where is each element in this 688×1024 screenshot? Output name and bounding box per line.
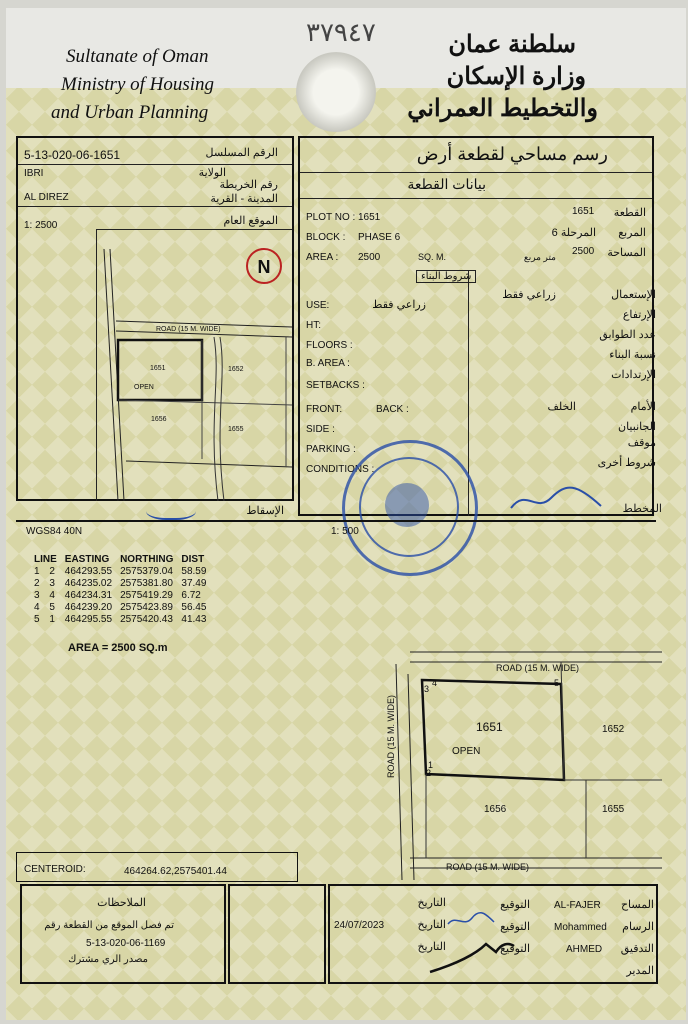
plot-data-title: بيانات القطعة	[407, 176, 486, 192]
header-line: LINE	[34, 554, 57, 565]
survey-title: رسم مساحي لقطعة أرض	[416, 144, 608, 164]
manager-role: المدير	[626, 965, 654, 977]
plan-plot-number: 1651	[476, 720, 503, 734]
cell: 3	[49, 578, 55, 589]
header-en-line1: Sultanate of Oman	[66, 46, 209, 67]
back-label: BACK :	[376, 404, 409, 415]
small-map-1655: 1655	[228, 426, 244, 433]
small-map-road: ROAD (15 M. WIDE)	[156, 326, 221, 333]
barea-ar: نسبة البناء	[609, 349, 656, 361]
surveyor-date: التاريخ	[417, 897, 446, 909]
floors-label: FLOORS :	[306, 340, 353, 351]
small-map-plot: 1651	[150, 365, 166, 372]
signature-small-icon	[146, 498, 196, 520]
serial-label: الرقم المسلسل	[205, 147, 278, 159]
area-value: 2500	[358, 252, 381, 263]
cell: 2575379.04	[120, 566, 173, 577]
cell: 4	[34, 602, 40, 613]
use-ar: الإستعمال	[611, 289, 656, 301]
vertex-3: 3	[424, 684, 430, 694]
wilayat-value: IBRI	[24, 168, 44, 179]
drafter-date: التاريخ	[417, 919, 446, 931]
projection-label: الإسقاط	[246, 505, 284, 517]
plot-no-value: 1651	[358, 212, 381, 223]
coordinates-header-row	[30, 554, 210, 566]
document-page	[6, 8, 686, 1020]
cell: 464239.20	[64, 602, 113, 613]
serial-value: 5-13-020-06-1651	[24, 148, 121, 162]
cell: 464235.02	[64, 578, 113, 589]
ht-ar: الإرتفاع	[622, 309, 656, 321]
small-map-1652: 1652	[228, 366, 244, 373]
cell: 2575381.80	[120, 578, 173, 589]
header-en-line2: Ministry of Housing	[61, 74, 215, 95]
area-unit-ar: متر مربع	[523, 252, 556, 262]
plot-no-label: PLOT NO :	[306, 212, 356, 223]
plan-ar: المخطط	[622, 503, 662, 515]
plan-scale: 1: 500	[331, 526, 359, 537]
plan-road-left: ROAD (15 M. WIDE)	[386, 694, 396, 778]
ht-label: HT:	[306, 320, 321, 331]
surveyor-role: المساح	[620, 899, 654, 911]
use-value: زراعي فقط	[372, 299, 426, 311]
header-ar-line3: والتخطيط العمراني	[407, 95, 598, 122]
datum-label: WGS84 40N	[26, 526, 83, 537]
cell: 2575423.89	[120, 602, 173, 613]
small-map-1656: 1656	[151, 416, 167, 423]
stamp-box	[228, 884, 326, 984]
plan-road-top: ROAD (15 M. WIDE)	[496, 663, 580, 673]
cell: 4	[49, 590, 55, 601]
village-label: المدينة - القرية	[210, 193, 278, 205]
plan-1652: 1652	[602, 724, 625, 735]
cell: 2	[49, 566, 55, 577]
plan-1655: 1655	[602, 804, 625, 815]
parking-ar: موقف	[627, 437, 656, 449]
checker-name: AHMED	[566, 944, 603, 955]
floors-ar: عدد الطوابق	[599, 329, 656, 341]
serial-handwritten: ٣٧٩٤٧	[306, 18, 376, 48]
plan-1656: 1656	[484, 804, 507, 815]
checker-date: التاريخ	[417, 941, 446, 953]
parking-label: PARKING :	[306, 444, 356, 455]
cell: 2575420.43	[120, 614, 173, 625]
checker-sign: التوقيع	[500, 943, 530, 955]
surveyor-sign: التوقيع	[500, 899, 530, 911]
cell: 41.43	[181, 614, 207, 625]
drafter-sign: التوقيع	[500, 921, 530, 933]
side-label: SIDE :	[306, 424, 335, 435]
header-ar-line2: وزارة الإسكان	[446, 63, 586, 90]
notes-title: الملاحظات	[97, 897, 146, 909]
area-unit: SQ. M.	[418, 252, 447, 262]
area-total: AREA = 2500 SQ.m	[68, 642, 168, 654]
checker-role: التدقيق	[620, 943, 654, 955]
conditions-ar: شروط أخرى	[597, 457, 656, 469]
centroid-label: CENTEROID:	[24, 864, 86, 875]
table-row	[30, 614, 210, 626]
plan-road-bottom: ROAD (15 M. WIDE)	[446, 862, 530, 872]
centroid-value: 464264.62,2575401.44	[124, 866, 227, 877]
location-label: الموقع العام	[223, 215, 278, 227]
front-ar: الأمام	[630, 401, 656, 413]
note-line2: 5-13-020-06-1169	[86, 938, 166, 949]
header-en-line3: and Urban Planning	[51, 102, 209, 123]
table-row	[30, 566, 210, 578]
cell: 37.49	[181, 578, 207, 589]
block-label: BLOCK :	[306, 232, 346, 243]
cell: 56.45	[181, 602, 207, 613]
note-line3: مصدر الري مشترك	[68, 954, 148, 965]
header-northing: NORTHING	[120, 554, 174, 565]
area-ar: المساحة	[607, 247, 646, 259]
cell: 464295.55	[64, 614, 113, 625]
block-value: PHASE 6	[358, 232, 401, 243]
scale-value: 1: 2500	[24, 220, 58, 231]
signature-blue-icon	[446, 910, 496, 930]
conditions-label: CONDITIONS :	[306, 464, 375, 475]
cell: 3	[34, 590, 40, 601]
setbacks-label: SETBACKS :	[306, 380, 365, 391]
setbacks-ar: الإرتدادات	[611, 369, 656, 381]
drafter-date-value: 24/07/2023	[334, 920, 385, 931]
coordinates-table	[30, 554, 210, 626]
use-label: USE:	[306, 300, 330, 311]
use-value-ar: زراعي فقط	[502, 289, 556, 301]
block-value-ar: المرحلة 6	[551, 227, 596, 239]
signature-right-icon	[506, 478, 606, 518]
header-easting: EASTING	[64, 554, 110, 565]
plot-no-ar: القطعة	[613, 207, 646, 219]
plan-open: OPEN	[452, 746, 481, 757]
cell: 2575419.29	[120, 590, 173, 601]
wilayat-label: الولاية	[198, 167, 226, 179]
area-label: AREA :	[306, 252, 339, 263]
back-ar: الخلف	[547, 401, 576, 413]
side-ar: الجانبيان	[618, 421, 656, 433]
table-row	[30, 602, 210, 614]
cell: 5	[34, 614, 40, 625]
table-row	[30, 590, 210, 602]
embossed-emblem	[296, 52, 376, 132]
vertex-2: 2	[426, 768, 432, 778]
cell: 1	[49, 614, 55, 625]
plot-no-value-ar: 1651	[572, 206, 595, 217]
map-label: رقم الخريطة	[219, 179, 278, 191]
vertex-5: 5	[554, 678, 560, 688]
cell: 2	[34, 578, 40, 589]
vertex-1: 1	[428, 760, 434, 770]
cell: 464234.31	[64, 590, 113, 601]
header-ar-line1: سلطنة عمان	[448, 31, 576, 58]
building-conditions-box: شروط البناء	[416, 270, 476, 283]
note-line1: تم فصل الموقع من القطعة رقم	[44, 920, 174, 931]
cell: 58.59	[181, 566, 207, 577]
cell: 6.72	[181, 590, 201, 601]
drafter-name: Mohammed	[554, 922, 607, 933]
official-seal-icon	[342, 440, 478, 576]
small-map-open: OPEN	[134, 384, 154, 391]
cell: 1	[34, 566, 40, 577]
signature-footer-icon	[426, 934, 516, 976]
front-label: FRONT:	[306, 404, 343, 415]
cell: 464293.55	[64, 566, 113, 577]
barea-label: B. AREA :	[306, 358, 350, 369]
village-value: AL DIREZ	[24, 192, 69, 203]
header-dist: DIST	[181, 554, 205, 565]
block-ar: المربع	[618, 227, 646, 239]
north-arrow-icon: N	[246, 248, 282, 284]
vertex-4: 4	[432, 678, 438, 688]
drafter-role: الرسام	[622, 921, 654, 933]
area-value-ar: 2500	[572, 246, 595, 257]
cell: 5	[49, 602, 55, 613]
table-row	[30, 578, 210, 590]
surveyor-name: AL-FAJER	[554, 900, 601, 911]
